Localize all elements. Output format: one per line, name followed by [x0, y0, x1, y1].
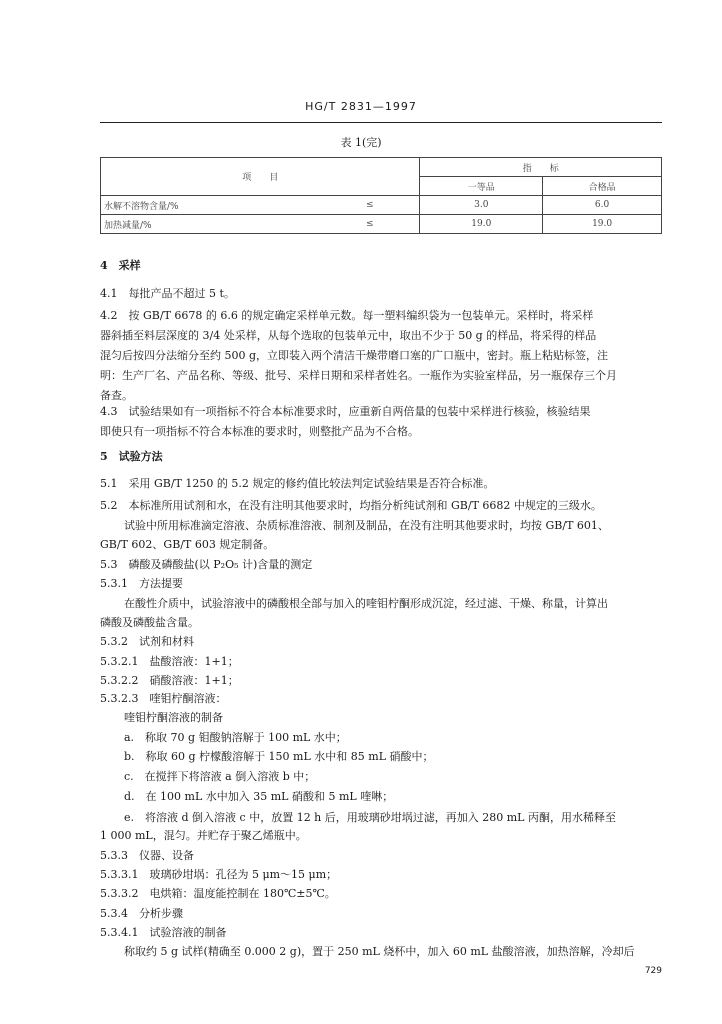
clause-4-3-line-2: 即使只有一项指标不符合本标准的要求时，则整批产品为不合格。 [100, 425, 419, 438]
clause-5-3-2-1: 5.3.2.1 盐酸溶液：1+1； [100, 655, 239, 668]
clause-5-3-1-text-line-2: 磷酸及磷酸盐含量。 [100, 616, 199, 629]
clause-4-2-line-2: 器斜插至料层深度的 3/4 处采样，从每个选取的包装单元中，取出不少于 50 g 的样品，将采得的样品 [100, 329, 597, 342]
row-condition: ≤ [320, 215, 420, 234]
page-number: 729 [644, 966, 662, 976]
row-first-grade: 19.0 [420, 215, 543, 234]
table-header-row [101, 158, 662, 177]
table-caption: 表 1(完) [340, 136, 382, 149]
step-e-line-2: 1 000 mL，混匀。并贮存于聚乙烯瓶中。 [100, 829, 307, 842]
step-a: a. 称取 70 g 钼酸钠溶解于 100 mL 水中； [124, 731, 347, 744]
clause-5-3-4-1: 5.3.4.1 试验溶液的制备 [100, 926, 227, 939]
col-qualified: 合格品 [543, 177, 662, 196]
step-d: d. 在 100 mL 水中加入 35 mL 硝酸和 5 mL 喹啉； [124, 790, 394, 803]
item-header: 项 目 [242, 173, 279, 183]
clause-5-3-4: 5.3.4 分析步骤 [100, 907, 183, 920]
table-row [101, 196, 662, 215]
col-first-grade: 一等品 [420, 177, 543, 196]
clause-5-3-1-text-line-1: 在酸性介质中，试验溶液中的磷酸根全部与加入的喹钼柠酮形成沉淀，经过滤、干燥、称量，计算出 [124, 597, 608, 610]
clause-5-3-3-1: 5.3.3.1 玻璃砂坩埚：孔径为 5 μm～15 μm； [100, 868, 338, 881]
preparation-title: 喹钼柠酮溶液的制备 [124, 711, 223, 724]
clause-4-1: 4.1 每批产品不超过 5 t。 [100, 287, 235, 300]
clause-5-3-1: 5.3.1 方法提要 [100, 577, 183, 590]
header-rule [100, 122, 662, 123]
clause-5-3-3-2: 5.3.3.2 电烘箱：温度能控制在 180℃±5℃。 [100, 887, 336, 900]
clause-5-1: 5.1 采用 GB/T 1250 的 5.2 规定的修约值比较法判定试验结果是否符合标准。 [100, 477, 495, 490]
clause-4-3-line-1: 4.3 试验结果如有一项指标不符合本标准要求时，应重新自两倍量的包装中采样进行核验，核验结果 [100, 405, 591, 418]
index-header-cell [420, 158, 662, 177]
clause-5-3: 5.3 磷酸及磷酸盐(以 P₂O₅ 计)含量的测定 [100, 558, 313, 571]
standard-number-header: HG/T 2831—1997 [305, 100, 417, 113]
clause-4-2-line-4: 明：生产厂名、产品名称、等级、批号、采样日期和采样者姓名。一瓶作为实验室样品，另一瓶保存三个月 [100, 369, 617, 382]
procedure-text: 称取约 5 g 试样(精确至 0.000 2 g)，置于 250 mL 烧杯中，加入 60 mL 盐酸溶液，加热溶解，冷却后 [124, 945, 635, 958]
row-item: 水解不溶物含量/% [101, 196, 221, 215]
step-c: c. 在搅拌下将溶液 a 倒入溶液 b 中； [124, 770, 316, 783]
section-4-heading: 4 采样 [100, 259, 141, 272]
row-condition: ≤ [320, 196, 420, 215]
step-e-line-1: e. 将溶液 d 倒入溶液 c 中，放置 12 h 后，用玻璃砂坩埚过滤，再加入 280 mL 丙酮，用水稀释至 [124, 811, 616, 824]
step-b: b. 称取 60 g 柠檬酸溶解于 150 mL 水中和 85 mL 硝酸中； [124, 750, 434, 763]
clause-5-3-2-2: 5.3.2.2 硝酸溶液：1+1； [100, 674, 239, 687]
clause-5-3-2: 5.3.2 试剂和材料 [100, 635, 194, 648]
clause-5-2: 5.2 本标准所用试剂和水，在没有注明其他要求时，均指分析纯试剂和 GB/T 6682 中规定的三级水。 [100, 499, 602, 512]
clause-4-2-line-1: 4.2 按 GB/T 6678 的 6.6 的规定确定采样单元数。每一塑料编织袋为一包装单元。采样时，将采样 [100, 309, 594, 322]
row-qualified: 19.0 [543, 215, 662, 234]
index-header: 指 标 [522, 163, 559, 174]
clause-5-3-3: 5.3.3 仪器、设备 [100, 849, 194, 862]
clause-5-2-para-line-1: 试验中所用标准滴定溶液、杂质标准溶液、制剂及制品，在没有注明其他要求时，均按 GB/T 601、 [124, 519, 609, 532]
table-row [101, 215, 662, 234]
clause-5-2-para-line-2: GB/T 602、GB/T 603 规定制备。 [100, 538, 275, 551]
row-first-grade: 3.0 [420, 196, 543, 215]
spec-table [100, 157, 662, 234]
item-header-cell [101, 158, 420, 196]
row-qualified: 6.0 [543, 196, 662, 215]
section-5-heading: 5 试验方法 [100, 450, 163, 463]
clause-4-2-line-5: 备查。 [100, 389, 133, 402]
row-item: 加热减量/% [101, 215, 221, 234]
clause-5-3-2-3: 5.3.2.3 喹钼柠酮溶液： [100, 692, 227, 705]
clause-4-2-line-3: 混匀后按四分法缩分至约 500 g，立即装入两个清洁干燥带磨口塞的广口瓶中，密封。瓶上粘贴标签，注 [100, 349, 609, 362]
